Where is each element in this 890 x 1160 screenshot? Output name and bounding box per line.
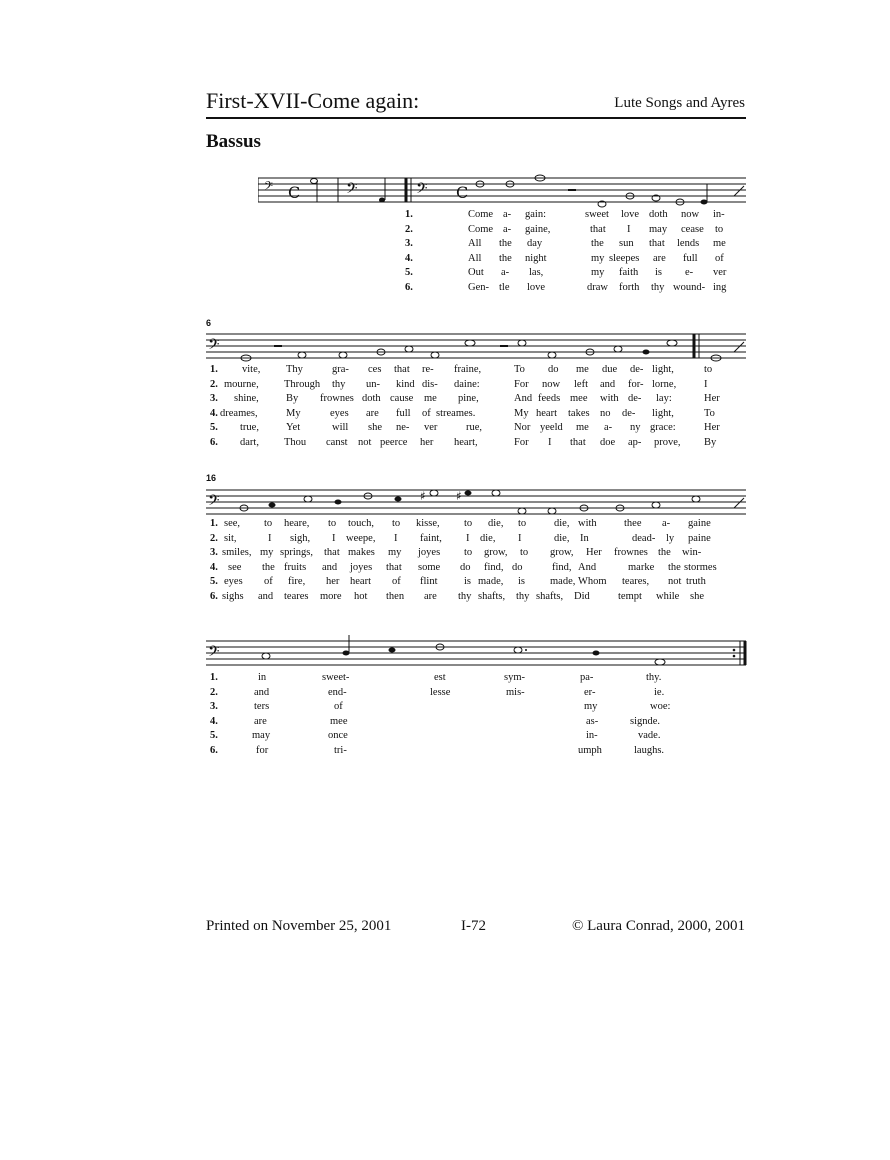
lyrics-system-3 — [210, 518, 746, 605]
staff-system-4 — [206, 633, 750, 673]
verse-line: 6. for tri- umph laughs. — [210, 744, 665, 756]
svg-text:𝄢: 𝄢 — [208, 643, 220, 664]
verse-line: 2. sit, I sigh, I weepe, I faint, I die, I die, In dead- ly paine — [210, 532, 711, 544]
verse-line: 6. Gen- tle love draw forth thy wound- ing — [405, 281, 727, 293]
common-time-icon: C — [288, 183, 301, 202]
verse-line: 4. All the night my sleepes are full of — [405, 252, 724, 264]
verse-line: 4. see the fruits and joyes that some do find, do find, And marke the stormes — [210, 561, 717, 573]
bar-number: 6 — [206, 318, 212, 328]
verse-line: 5. may once in- vade. — [210, 730, 661, 741]
verse-line: 4. dreames, My eyes are full of streames. My heart takes no de- light, To — [210, 407, 715, 419]
lyrics-system-1 — [405, 209, 745, 296]
verse-line: 5. Out a- las, my faith is e- ver — [405, 267, 727, 278]
svg-text:C: C — [456, 183, 469, 202]
staff-system-2 — [206, 326, 750, 366]
part-name: Bassus — [206, 131, 261, 152]
verse-line: 3. All the day the sun that lends me — [405, 238, 726, 249]
song-title: First-XVII-Come again: — [206, 88, 420, 113]
incipit-clef: 𝄢 — [264, 180, 274, 196]
verse-line: 2. Come a- gaine, that I may cease to — [405, 223, 724, 235]
copyright: © Laura Conrad, 2000, 2001 — [571, 918, 745, 934]
svg-text:♯: ♯ — [420, 489, 426, 503]
verse-line: 1. see, to heare, to touch, to kisse, to die, to die, with thee a- gaine — [210, 518, 711, 529]
svg-text:𝄢: 𝄢 — [208, 492, 220, 513]
verse-line: 1. vite, Thy gra- ces that re- fraine, To do me due de- light, to — [210, 364, 713, 375]
page-number: I-72 — [461, 918, 486, 934]
verse-line: 6. sighs and teares more hot then are thy shafts, thy shafts, Did tempt while she — [210, 590, 704, 602]
verse-line: 2. and end- lesse mis- er- ie. — [210, 686, 665, 698]
staff-system-1 — [258, 170, 750, 210]
print-date: Printed on November 25, 2001 — [206, 918, 392, 934]
verse-line: 3. smiles, my springs, that makes my joyes to grow, to grow, Her frownes the win- — [210, 547, 702, 558]
verse-line: 3. ters of my woe: — [210, 701, 671, 712]
verse-line: 3. shine, By frownes doth cause me pine, And feeds mee with de- lay: Her — [210, 393, 720, 404]
header-rule — [206, 117, 746, 119]
staff-system-3 — [206, 482, 750, 522]
verse-line: 5. true, Yet will she ne- ver rue, Nor yeeld me a- ny grace: Her — [210, 422, 720, 433]
verse-line: 2. mourne, Through thy un- kind dis- daine: For now left and for- lorne, I — [210, 378, 708, 390]
verse-line: 4. are mee as- signde. — [210, 715, 661, 727]
lyrics-system-4 — [210, 672, 746, 759]
svg-text:𝄢: 𝄢 — [346, 180, 358, 201]
collection-title: Lute Songs and Ayres — [614, 95, 745, 111]
verse-line: 1. Come a- gain: sweet love doth now in- — [405, 209, 725, 220]
verse-line: 6. dart, Thou canst not peerce her heart, For I that doe ap- prove, By — [210, 436, 717, 448]
svg-text:♯: ♯ — [456, 489, 462, 503]
bar-number: 16 — [206, 473, 217, 483]
lyrics-system-2 — [210, 364, 746, 451]
svg-text:𝄢: 𝄢 — [416, 180, 428, 201]
verse-line: 1. in sweet- est sym- pa- thy. — [210, 672, 662, 683]
bass-clef-icon: 𝄢 — [208, 336, 220, 357]
verse-line: 5. eyes of fire, her heart of flint is made, is made, Whom teares, not truth — [210, 576, 706, 587]
